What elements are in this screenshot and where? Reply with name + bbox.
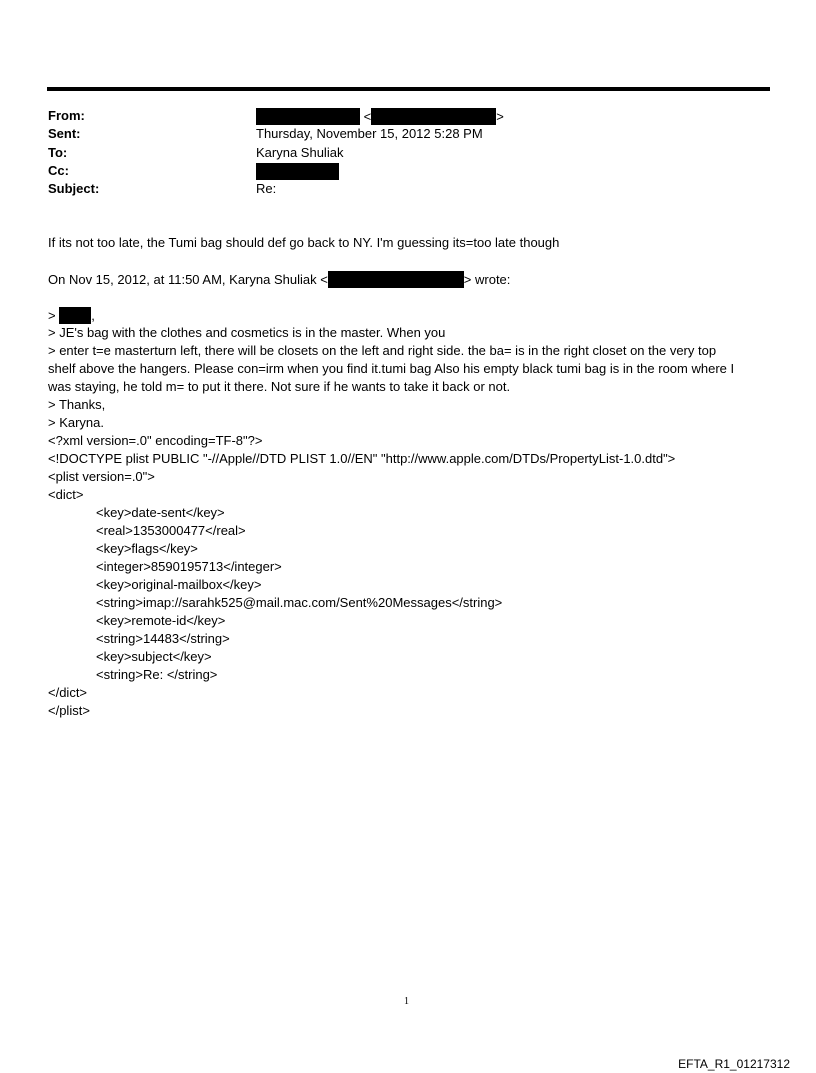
redaction-block <box>256 163 339 180</box>
to-value: Karyna Shuliak <box>256 145 344 160</box>
redaction-block <box>256 108 360 125</box>
header-rule <box>47 87 770 91</box>
from-label: From: <box>48 108 85 123</box>
page-number: 1 <box>404 996 409 1007</box>
plist-line: <!DOCTYPE plist PUBLIC "-//Apple//DTD PLIST 1.0//EN" "http://www.apple.com/DTDs/PropertyList-1.0.dtd"> <box>48 451 676 466</box>
quote-line: > enter t=e masterturn left, there will be closets on the left and right side. the ba= is in the right closet on the very top <box>48 343 717 358</box>
plist-inner-line: <string>14483</string> <box>96 631 230 646</box>
cc-value <box>256 163 339 180</box>
plist-inner-line: <key>flags</key> <box>96 541 198 556</box>
sent-value: Thursday, November 15, 2012 5:28 PM <box>256 126 483 141</box>
quote-intro-post: > wrote: <box>463 272 511 287</box>
from-value <box>256 108 504 125</box>
cc-label: Cc: <box>48 163 69 178</box>
quote-intro <box>48 271 510 288</box>
from-lt: < <box>363 109 372 124</box>
plist-inner-line: <key>remote-id</key> <box>96 613 226 628</box>
plist-inner-line: <integer>8590195713</integer> <box>96 559 282 574</box>
plist-inner-line: <string>imap://sarahk525@mail.mac.com/Sent%20Messages</string> <box>96 595 503 610</box>
plist-line: <plist version=.0"> <box>48 469 155 484</box>
plist-inner-line: <key>original-mailbox</key> <box>96 577 262 592</box>
plist-inner-line: <real>1353000477</real> <box>96 523 246 538</box>
plist-close-line: </plist> <box>48 703 90 718</box>
plist-close-line: </dict> <box>48 685 88 700</box>
redaction-block <box>328 271 464 288</box>
sent-label: Sent: <box>48 126 81 141</box>
subject-label: Subject: <box>48 181 100 196</box>
quote-greeting <box>48 307 95 324</box>
quote-line: was staying, he told m= to put it there. Not sure if he wants to take it back or not. <box>48 379 511 394</box>
from-gt: > <box>496 109 504 124</box>
quote-intro-pre: On Nov 15, 2012, at 11:50 AM, Karyna Shuliak < <box>48 272 328 287</box>
quote-line: shelf above the hangers. Please con=irm when you find it.tumi bag Also his empty black tumi bag is in the room where I <box>48 361 735 376</box>
subject-value: Re: <box>256 181 277 196</box>
redaction-block <box>59 307 91 324</box>
quote-line: > JE's bag with the clothes and cosmetics is in the master. When you <box>48 325 446 340</box>
quote-greeting-post: , <box>91 308 95 323</box>
bates-number: EFTA_R1_01217312 <box>678 1057 790 1071</box>
quote-line: > Karyna. <box>48 415 105 430</box>
plist-inner-line: <string>Re: </string> <box>96 667 218 682</box>
plist-line: <?xml version=.0" encoding=TF-8"?> <box>48 433 263 448</box>
quote-greeting-pre: > <box>48 308 56 323</box>
reply-text: If its not too late, the Tumi bag should def go back to NY. I'm guessing its=too late though <box>48 235 560 250</box>
plist-inner-line: <key>subject</key> <box>96 649 212 664</box>
redaction-block <box>371 108 496 125</box>
plist-line: <dict> <box>48 487 84 502</box>
quote-line: > Thanks, <box>48 397 106 412</box>
plist-inner-line: <key>date-sent</key> <box>96 505 225 520</box>
to-label: To: <box>48 145 68 160</box>
